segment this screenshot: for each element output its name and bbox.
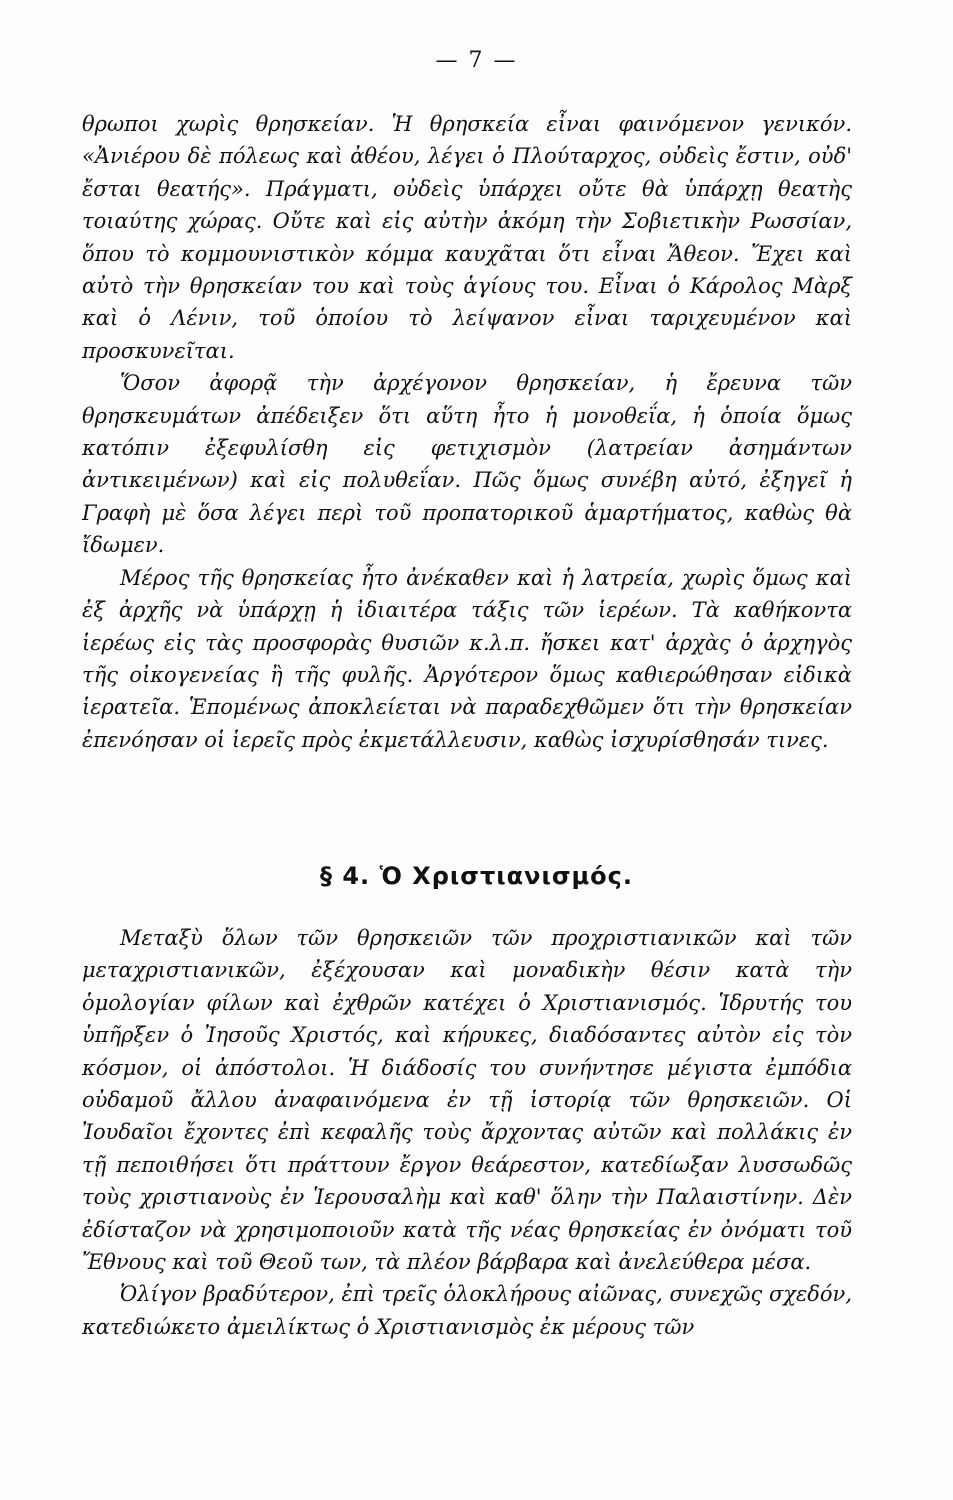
text-block-top	[82, 108, 852, 756]
section-heading: § 4. Ὁ Χριστιανισμός.	[319, 862, 634, 890]
paragraph: Μέρος τῆς θρησκείας ἦτο ἀνέκαθεν καὶ ἡ λατρεία, χωρὶς ὅμως καὶ ἐξ ἀρχῆς νὰ ὑπάρχῃ ἡ ἰδιαιτέρα τάξις τῶν ἱερέων. Τὰ καθήκοντα ἱερέως εἰς τὰς προσφορὰς θυσιῶν κ.λ.π. ἤσκει κατ' ἀρχὰς ὁ ἀρχηγὸς τῆς οἰκογενείας ἢ τῆς φυλῆς. Ἀργότερον ὅμως καθιερώθησαν εἰδικὰ ἱερατεῖα. Ἑπομένως ἀποκλείεται νὰ παραδεχθῶμεν ὅτι τὴν θρησκείαν ἐπενόησαν οἱ ἱερεῖς πρὸς ἐκμετάλλευσιν, καθὼς ἰσχυρίσθησάν τινες.	[82, 565, 852, 752]
paragraph: θρωποι χωρὶς θρησκείαν. Ἡ θρησκεία εἶναι φαινόμενον γενικόν. «Ἀνιέρου δὲ πόλεως καὶ ἀθέου, λέγει ὁ Πλούταρχος, οὐδεὶς ἔστιν, οὐδ' ἔσται θεατής». Πράγματι, οὐδεὶς ὑπάρχει οὔτε θὰ ὑπάρχῃ θεατὴς τοιαύτης χώρας. Οὔτε καὶ εἰς αὐτὴν ἀκόμη τὴν Σοβιετικὴν Ρωσσίαν, ὅπου τὸ κομμουνιστικὸν κόμμα καυχᾶται ὅτι εἶναι Ἄθεον. Ἔχει καὶ αὐτὸ τὴν θρησκείαν του καὶ τοὺς ἁγίους του. Εἶναι ὁ Κάρολος Μὰρξ καὶ ὁ Λένιν, τοῦ ὁποίου τὸ λείψανον εἶναι ταριχευμένον καὶ προσκυνεῖται.	[82, 112, 852, 363]
text-block-bottom	[82, 922, 852, 1343]
page-number: — 7 —	[435, 48, 518, 73]
paragraph: Ὅσον ἀφορᾷ τὴν ἀρχέγονον θρησκείαν, ἡ ἔρευνα τῶν θρησκευμάτων ἀπέδειξεν ὅτι αὕτη ἦτο ἡ μονοθεΐα, ἡ ὁποία ὅμως κατόπιν ἐξεφυλίσθη εἰς φετιχισμὸν (λατρείαν ἀσημάντων ἀντικειμένων) καὶ εἰς πολυθεΐαν. Πῶς ὅμως συνέβη αὐτό, ἐξηγεῖ ἡ Γραφὴ μὲ ὅσα λέγει περὶ τοῦ προπατορικοῦ ἁμαρτήματος, καθὼς θὰ ἴδωμεν.	[82, 371, 852, 558]
paragraph: Ὀλίγον βραδύτερον, ἐπὶ τρεῖς ὁλοκλήρους αἰῶνας, συνεχῶς σχεδόν, κατεδιώκετο ἀμειλίκτως ὁ Χριστιανισμὸς ἐκ μέρους τῶν	[82, 1282, 852, 1339]
paragraph: Μεταξὺ ὅλων τῶν θρησκειῶν τῶν προχριστιανικῶν καὶ τῶν μεταχριστιανικῶν, ἐξέχουσαν καὶ μοναδικὴν θέσιν κατὰ τὴν ὁμολογίαν φίλων καὶ ἐχθρῶν κατέχει ὁ Χριστιανισμός. Ἱδρυτής του ὑπῆρξεν ὁ Ἰησοῦς Χριστός, καὶ κήρυκες, διαδόσαντες αὐτὸν εἰς τὸν κόσμον, οἱ ἀπόστολοι. Ἡ διάδοσίς του συνήντησε μέγιστα ἐμπόδια οὐδαμοῦ ἄλλου ἀναφαινόμενα ἐν τῇ ἱστορίᾳ τῶν θρησκειῶν. Οἱ Ἰουδαῖοι ἔχοντες ἐπὶ κεφαλῆς τοὺς ἄρχοντας αὐτῶν καὶ πολλάκις ἐν τῇ πεποιθήσει ὅτι πράττουν ἔργον θεάρεστον, κατεδίωξαν λυσσωδῶς τοὺς χριστιανοὺς ἐν Ἱερουσαλὴμ καὶ καθ' ὅλην τὴν Παλαιστίνην. Δὲν ἐδίσταζον νὰ χρησιμοποιοῦν κατὰ τῆς νέας θρησκείας ἐν ὀνόματι τοῦ Ἔθνους καὶ τοῦ Θεοῦ των, τὰ πλέον βάρβαρα καὶ ἀνελεύθερα μέσα.	[82, 926, 852, 1275]
